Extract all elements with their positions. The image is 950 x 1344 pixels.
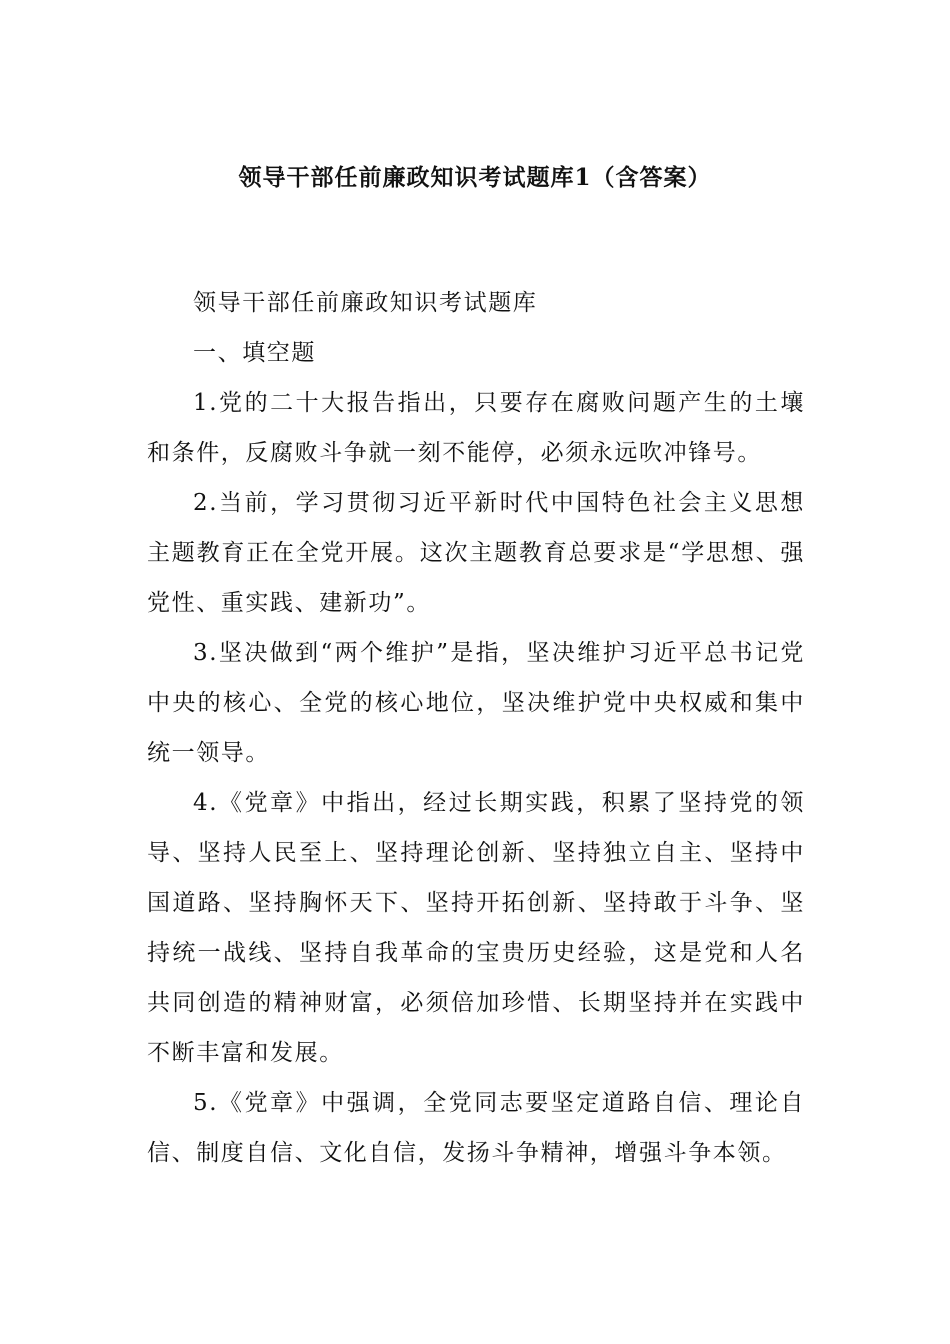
- document-body: [147, 278, 805, 1178]
- question-5: 5.《党章》中强调，全党同志要坚定道路自信、理论自信、制度自信、文化自信，发扬斗争精神，增强斗争本领。: [147, 1090, 805, 1166]
- section-heading: 一、填空题: [193, 340, 316, 366]
- question-4: 4.《党章》中指出，经过长期实践，积累了坚持党的领导、坚持人民至上、坚持理论创新、坚持独立自主、坚持中国道路、坚持胸怀天下、坚持开拓创新、坚持敢于斗争、坚持统一战线、坚持自我革命的宝贵历史经验，这是党和人名共同创造的精神财富，必须倍加珍惜、长期坚持并在实践中不断丰富和发展。: [147, 790, 805, 1066]
- document-title: 领导干部任前廉政知识考试题库1（含答案）: [238, 164, 712, 191]
- question-3: 3.坚决做到“两个维护”是指，坚决维护习近平总书记党中央的核心、全党的核心地位，坚决维护党中央权威和集中统一领导。: [147, 640, 805, 766]
- question-2: 2.当前，学习贯彻习近平新时代中国特色社会主义思想主题教育正在全党开展。这次主题教育总要求是“学思想、强党性、重实践、建新功”。: [147, 490, 805, 616]
- question-1: 1.党的二十大报告指出，只要存在腐败问题产生的土壤和条件，反腐败斗争就一刻不能停，必须永远吹冲锋号。: [147, 390, 805, 466]
- subtitle-paragraph: 领导干部任前廉政知识考试题库: [193, 290, 538, 316]
